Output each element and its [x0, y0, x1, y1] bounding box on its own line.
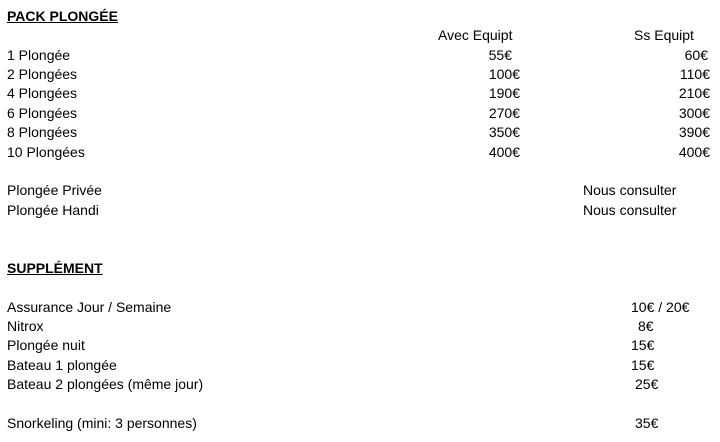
pack-row-label: 6 Plongées — [7, 105, 78, 121]
pack-row-avec-price: 55€ — [488, 47, 512, 63]
pack-row-ss-price: 390€ — [678, 124, 710, 140]
pack-row-label: 1 Plongée — [7, 47, 71, 63]
snorkeling-price: 35€ — [635, 415, 659, 431]
pack-row-ss-price: 300€ — [678, 105, 710, 121]
pack-row-ss-price: 210€ — [678, 85, 710, 101]
special-dive-value: Nous consulter — [583, 202, 677, 218]
supplement-row-price: 10€ / 20€ — [631, 299, 690, 315]
supplement-row-price: 15€ — [631, 357, 655, 373]
pack-row-label: 10 Plongées — [7, 144, 85, 160]
special-dive-value: Nous consulter — [583, 182, 677, 198]
special-dive-label: Plongée Handi — [7, 202, 99, 218]
special-dive-label: Plongée Privée — [7, 182, 102, 198]
pack-row-avec-price: 400€ — [488, 144, 520, 160]
pack-row-ss-price: 110€ — [679, 66, 710, 82]
pack-row-avec-price: 350€ — [488, 124, 520, 140]
snorkeling-label: Snorkeling (mini: 3 personnes) — [7, 415, 197, 431]
column-header-avec-equipt: Avec Equipt — [438, 27, 513, 43]
supplement-row-label: Bateau 2 plongées (même jour) — [7, 376, 204, 392]
pack-row-avec-price: 270€ — [488, 105, 520, 121]
supplement-row-label: Plongée nuit — [7, 337, 85, 353]
pack-row-label: 8 Plongées — [7, 124, 78, 140]
column-header-ss-equipt: Ss Equipt — [634, 27, 694, 43]
pack-title: PACK PLONGÉE — [7, 8, 118, 24]
supplement-row-price: 25€ — [635, 376, 659, 392]
supplement-row-label: Nitrox — [7, 318, 44, 334]
supplement-title: SUPPLÉMENT — [7, 260, 103, 276]
pack-row-label: 4 Plongées — [7, 85, 78, 101]
pack-row-ss-price: 60€ — [684, 47, 708, 63]
pack-row-avec-price: 100€ — [488, 66, 520, 82]
pack-row-ss-price: 400€ — [678, 144, 710, 160]
supplement-row-label: Assurance Jour / Semaine — [7, 299, 172, 315]
pack-row-avec-price: 190€ — [488, 85, 520, 101]
supplement-row-price: 8€ — [638, 318, 654, 334]
supplement-row-price: 15€ — [631, 337, 655, 353]
supplement-row-label: Bateau 1 plongée — [7, 357, 117, 373]
pack-row-label: 2 Plongées — [7, 66, 78, 82]
